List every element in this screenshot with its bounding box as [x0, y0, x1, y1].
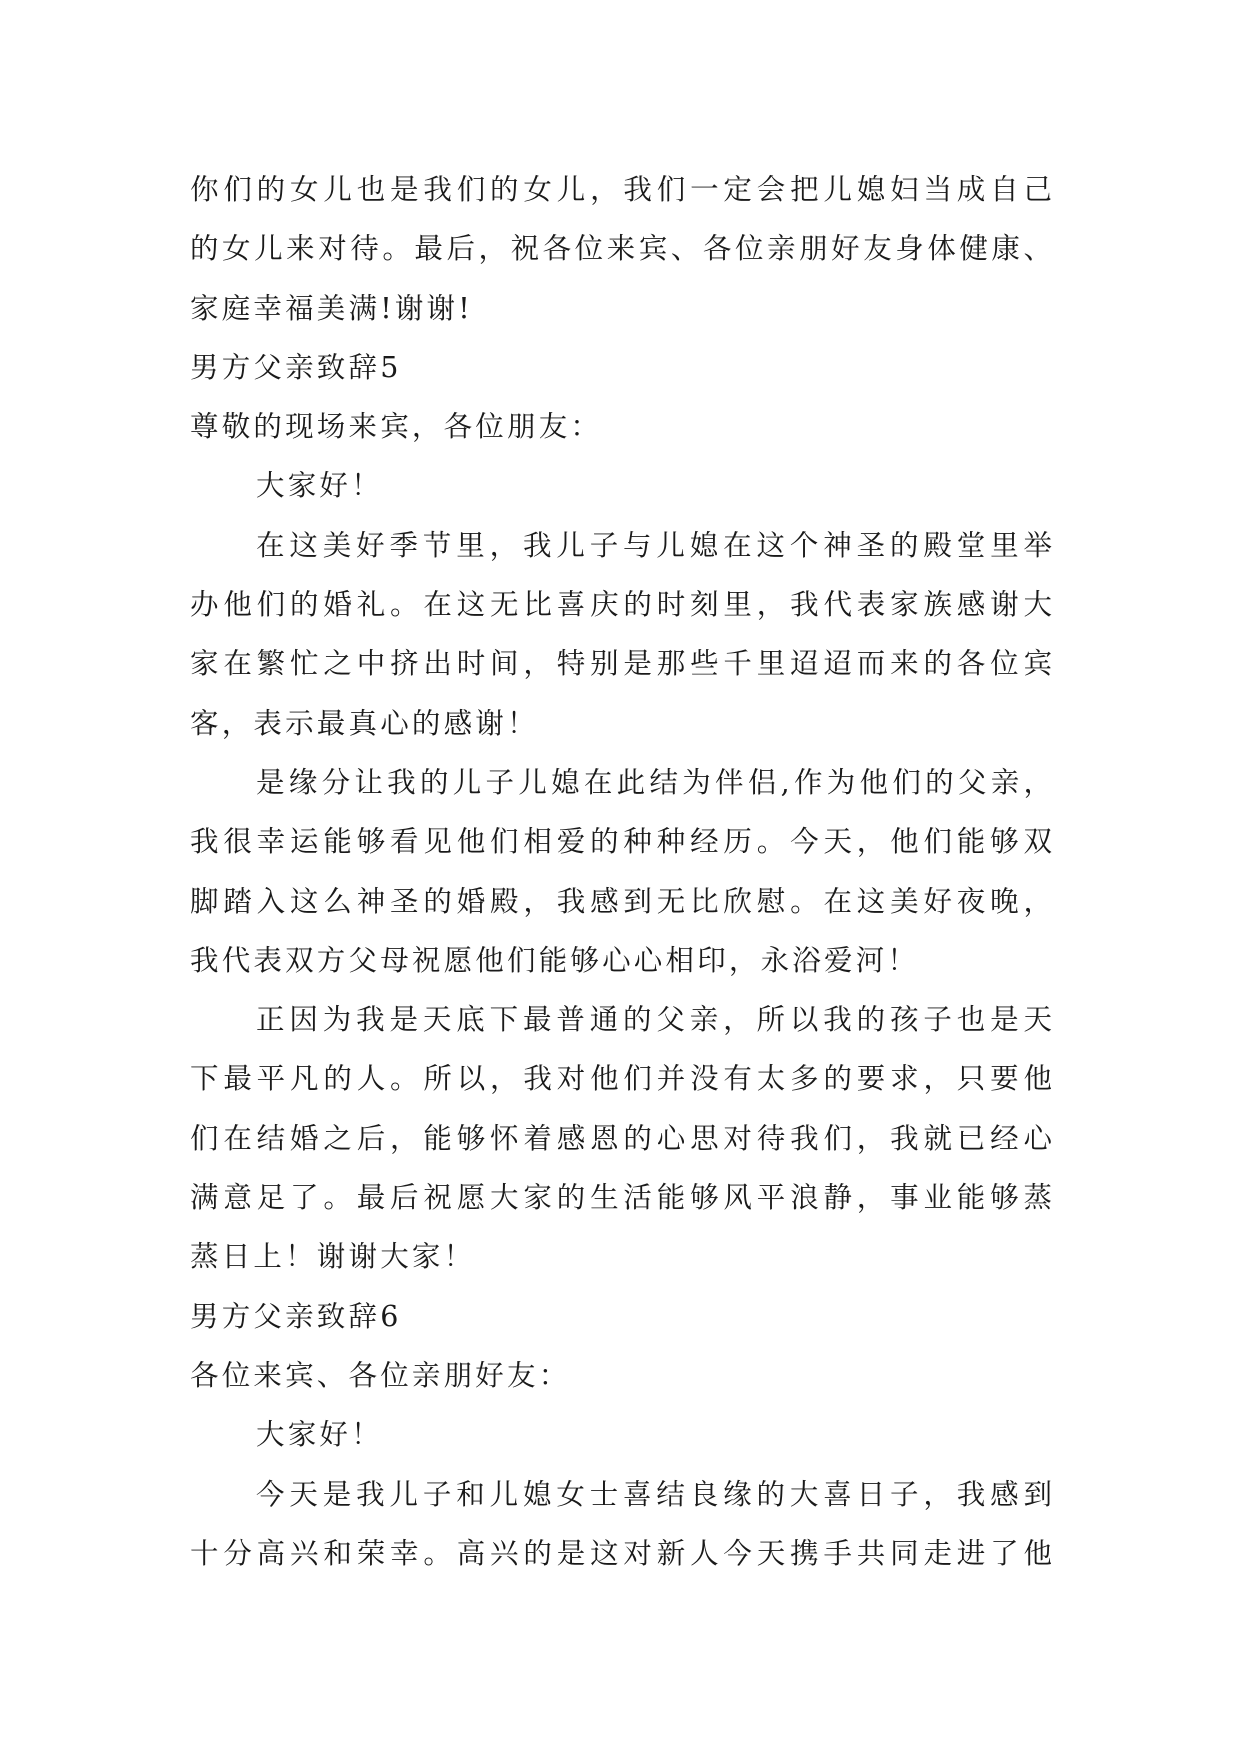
- text-line: 我代表双方父母祝愿他们能够心心相印，永浴爱河！: [190, 943, 920, 977]
- text-line: 家庭幸福美满!谢谢!: [190, 291, 473, 325]
- text-line: 十分高兴和荣幸。高兴的是这对新人今天携手共同走进了他: [190, 1536, 1052, 1570]
- section-heading: 男方父亲致辞6: [190, 1299, 402, 1333]
- paragraph-first-line: 今天是我儿子和儿媳女士喜结良缘的大喜日子，我感到: [256, 1477, 1052, 1511]
- salutation: 尊敬的现场来宾，各位朋友：: [190, 410, 603, 444]
- section-heading: 男方父亲致辞5: [190, 350, 402, 384]
- text-line: 我很幸运能够看见他们相爱的种种经历。今天，他们能够双: [190, 825, 1052, 859]
- document-body: [190, 160, 1070, 1583]
- text-line: 满意足了。最后祝愿大家的生活能够风平浪静，事业能够蒸: [190, 1181, 1052, 1215]
- paragraph-first-line: 大家好！: [256, 469, 383, 503]
- text-line: 家在繁忙之中挤出时间，特别是那些千里迢迢而来的各位宾: [190, 647, 1052, 681]
- text-line: 客，表示最真心的感谢！: [190, 706, 539, 740]
- text-line: 办他们的婚礼。在这无比喜庆的时刻里，我代表家族感谢大: [190, 588, 1052, 622]
- paragraph-first-line: 大家好！: [256, 1418, 383, 1452]
- paragraph-first-line: 正因为我是天底下最普通的父亲，所以我的孩子也是天: [256, 1003, 1052, 1037]
- text-line: 的女儿来对待。最后，祝各位来宾、各位亲朋好友身体健康、: [190, 232, 1052, 266]
- text-line: 们在结婚之后，能够怀着感恩的心思对待我们，我就已经心: [190, 1121, 1052, 1155]
- text-line: 你们的女儿也是我们的女儿，我们一定会把儿媳妇当成自己: [190, 173, 1052, 206]
- text-line: 脚踏入这么神圣的婚殿，我感到无比欣慰。在这美好夜晚，: [190, 884, 1052, 918]
- paragraph-first-line: 是缘分让我的儿子儿媳在此结为伴侣,作为他们的父亲，: [256, 765, 1052, 799]
- salutation: 各位来宾、各位亲朋好友：: [190, 1358, 571, 1392]
- text-line: 蒸日上！谢谢大家！: [190, 1240, 476, 1274]
- text-line: 下最平凡的人。所以，我对他们并没有太多的要求，只要他: [190, 1062, 1052, 1096]
- paragraph-first-line: 在这美好季节里，我儿子与儿媳在这个神圣的殿堂里举: [256, 528, 1052, 562]
